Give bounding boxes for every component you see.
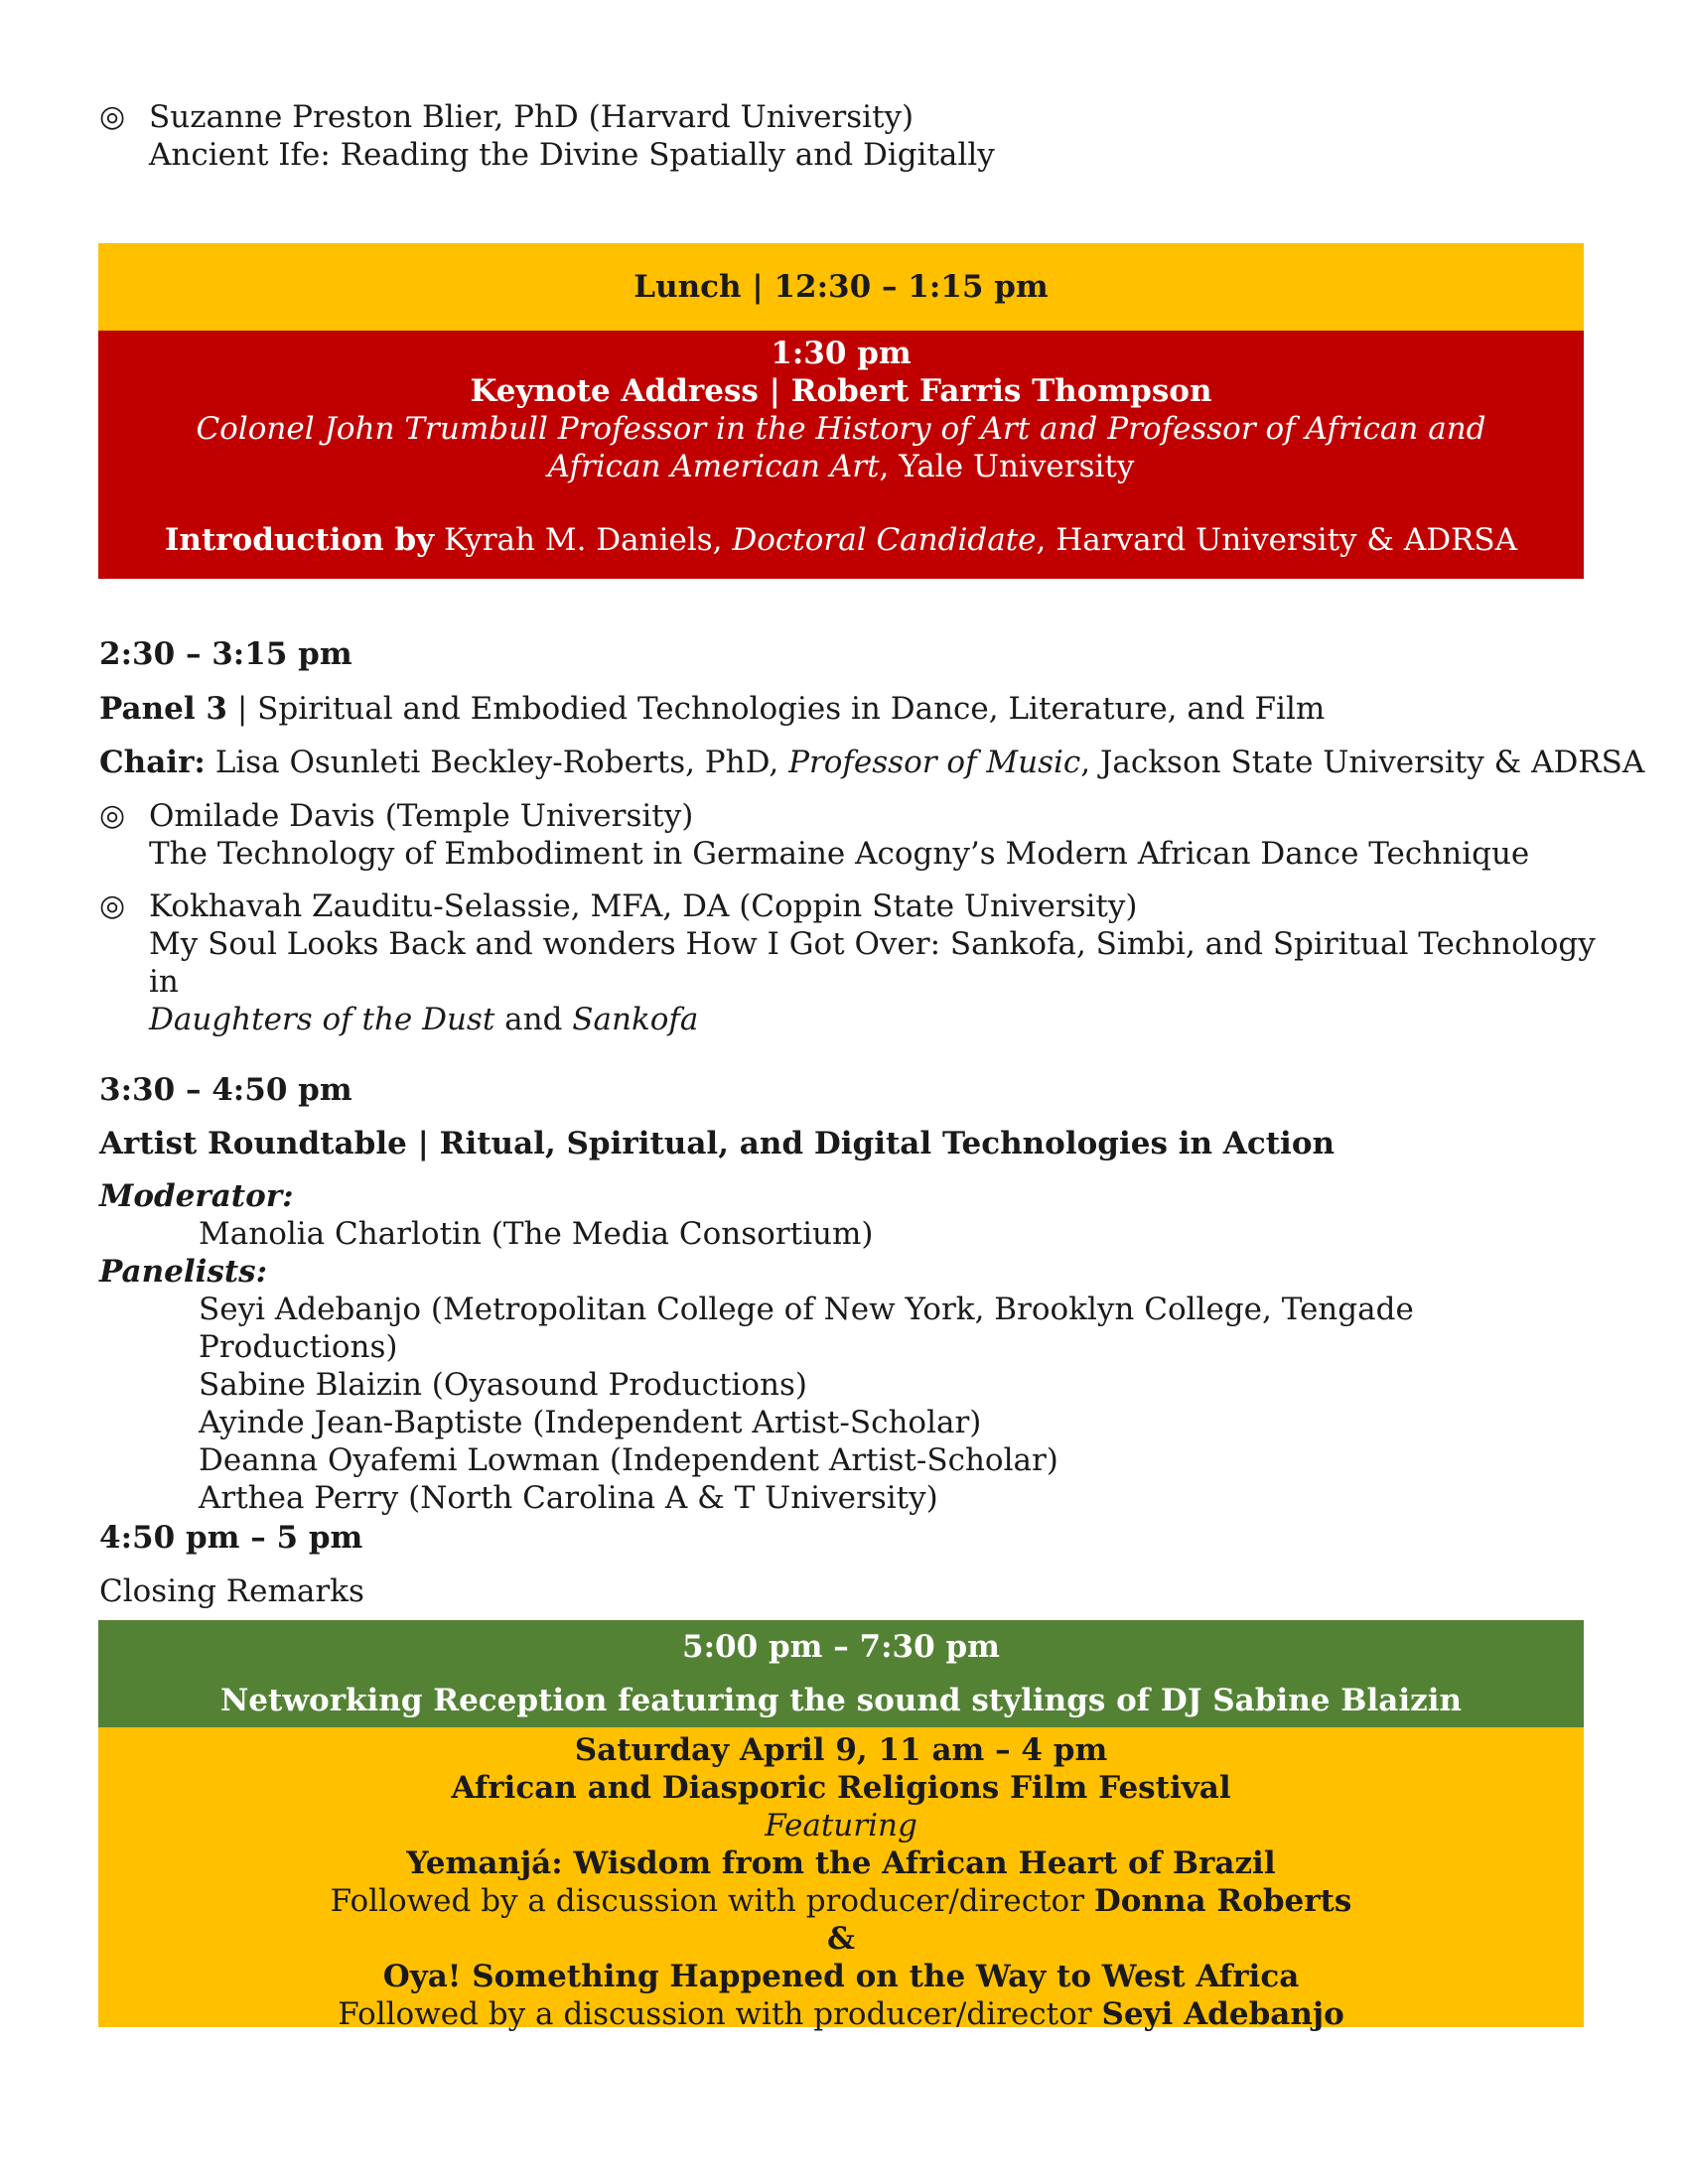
featuring-label: Featuring — [765, 1808, 917, 1843]
bullseye-bullet-icon: ◎ — [99, 798, 126, 833]
director-name: Donna Roberts — [1093, 1883, 1352, 1919]
followed-by-text: Followed by a discussion with producer/director — [330, 1883, 1094, 1919]
reception-time: 5:00 pm – 7:30 pm — [682, 1629, 1000, 1665]
keynote-time: 1:30 pm — [771, 336, 912, 371]
roundtable-time: 3:30 – 4:50 pm — [99, 1072, 352, 1108]
film-title: Sankofa — [572, 1002, 699, 1037]
intro-label: Introduction by — [164, 522, 435, 558]
director-name: Seyi Adebanjo — [1101, 1996, 1344, 2032]
keynote-role: Colonel John Trumbull Professor in the History of Art and Professor of African and African American Art — [196, 411, 1486, 484]
panelist: Ayinde Jean-Baptiste (Independent Artist-Scholar) — [199, 1405, 982, 1440]
speaker-name: Omilade Davis (Temple University) — [149, 798, 694, 834]
film-title: Yemanjá: Wisdom from the African Heart of Brazil — [406, 1845, 1276, 1881]
reception-title: Networking Reception featuring the sound stylings of DJ Sabine Blaizin — [219, 1683, 1463, 1718]
chair-label: Chair: — [99, 745, 206, 780]
festival-title: African and Diasporic Religions Film Festival — [451, 1770, 1231, 1806]
festival-date: Saturday April 9, 11 am – 4 pm — [574, 1732, 1108, 1768]
film-title: Daughters of the Dust — [149, 1002, 495, 1037]
intro-affiliation: , Harvard University & ADRSA — [1036, 522, 1518, 558]
film-title: Oya! Something Happened on the Way to West Africa — [382, 1959, 1300, 1994]
moderator-name: Manolia Charlotin (The Media Consortium) — [199, 1216, 874, 1252]
panelist: Deanna Oyafemi Lowman (Independent Artist-Scholar) — [199, 1442, 1058, 1478]
speaker-name: Kokhavah Zauditu-Selassie, MFA, DA (Coppin State University) — [149, 888, 1138, 924]
keynote-banner — [98, 331, 1584, 579]
talk-title: Ancient Ife: Reading the Divine Spatially and Digitally — [149, 137, 995, 173]
keynote-affiliation: , Yale University — [879, 449, 1135, 484]
intro-name: Kyrah M. Daniels, — [434, 522, 733, 558]
moderator-label: Moderator: — [99, 1178, 294, 1214]
panel3-chair — [99, 744, 1644, 781]
roundtable-title: Artist Roundtable | Ritual, Spiritual, and Digital Technologies in Action — [99, 1126, 1336, 1161]
roundtable-people — [99, 1177, 1589, 1517]
lunch-label: Lunch | 12:30 – 1:15 pm — [633, 269, 1049, 305]
followed-by-text: Followed by a discussion with producer/director — [338, 1996, 1102, 2032]
panelists-label: Panelists: — [99, 1254, 268, 1290]
panelist: Seyi Adebanjo (Metropolitan College of New York, Brooklyn College, Tengade Productions) — [199, 1292, 1414, 1365]
bullseye-bullet-icon: ◎ — [99, 888, 126, 923]
chair-affiliation: , Jackson State University & ADRSA — [1080, 745, 1645, 780]
panel3-label: Panel 3 — [99, 691, 227, 727]
panelist: Sabine Blaizin (Oyasound Productions) — [199, 1367, 808, 1403]
reception-banner — [98, 1620, 1584, 1727]
lunch-banner — [98, 243, 1584, 331]
bullseye-bullet-icon: ◎ — [99, 99, 126, 134]
panel3-time: 2:30 – 3:15 pm — [99, 636, 352, 672]
panelist: Arthea Perry (North Carolina A & T University) — [199, 1480, 938, 1516]
talk-title: My Soul Looks Back and wonders How I Got Over: Sankofa, Simbi, and Spiritual Technology in — [149, 926, 1596, 1000]
keynote-heading: Keynote Address | Robert Farris Thompson — [470, 373, 1212, 409]
film-festival-banner — [98, 1727, 1584, 2032]
talk-title: The Technology of Embodiment in Germaine Acogny’s Modern African Dance Technique — [149, 836, 1530, 872]
closing-label: Closing Remarks — [99, 1573, 364, 1609]
closing-time: 4:50 pm – 5 pm — [99, 1520, 363, 1556]
speaker-name: Suzanne Preston Blier, PhD (Harvard University) — [149, 99, 914, 135]
panel3-title: | Spiritual and Embodied Technologies in Dance, Literature, and Film — [226, 691, 1326, 727]
chair-name: Lisa Osunleti Beckley-Roberts, PhD, — [205, 745, 789, 780]
panel3-heading — [99, 690, 1325, 728]
conjunction: and — [494, 1002, 573, 1037]
chair-role: Professor of Music — [788, 745, 1081, 780]
ampersand: & — [827, 1921, 855, 1957]
intro-role: Doctoral Candidate — [732, 522, 1037, 558]
